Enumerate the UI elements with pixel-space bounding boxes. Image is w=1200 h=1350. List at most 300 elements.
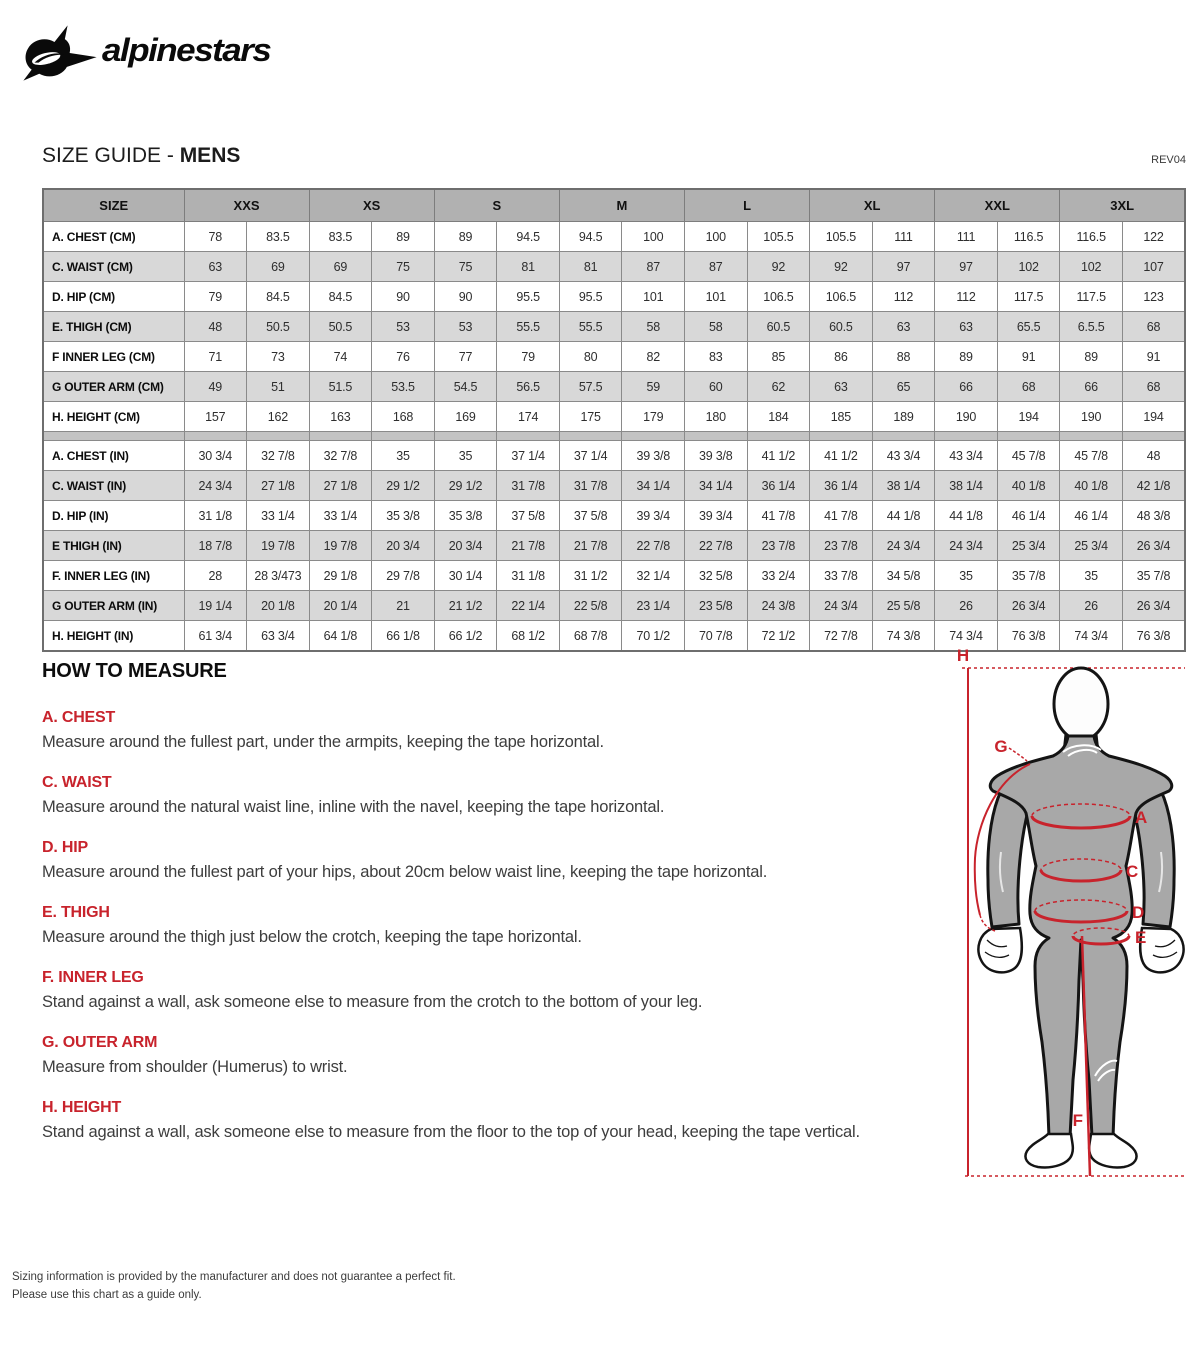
table-cell: 116.5 xyxy=(1060,222,1123,252)
table-cell: 48 xyxy=(184,312,247,342)
table-cell: 92 xyxy=(747,252,810,282)
table-cell: 83 xyxy=(685,342,748,372)
table-cell: 41 7/8 xyxy=(810,501,873,531)
table-cell: 24 3/8 xyxy=(747,591,810,621)
table-cell: 111 xyxy=(872,222,935,252)
table-cell: 61 3/4 xyxy=(184,621,247,652)
table-cell: 37 5/8 xyxy=(559,501,622,531)
body-figure-illustration xyxy=(935,640,1195,1190)
table-cell: 157 xyxy=(184,402,247,432)
table-cell: 91 xyxy=(1122,342,1185,372)
figure-left-hand xyxy=(978,928,1021,972)
measure-text: Stand against a wall, ask someone else to measure from the floor to the top of your head, keeping the tape vertical. xyxy=(42,1123,860,1141)
diagram-label-d: D xyxy=(1132,903,1145,922)
table-row xyxy=(43,312,1185,342)
table-cell: 24 3/4 xyxy=(184,471,247,501)
diagram-label-a: A xyxy=(1135,808,1148,827)
table-cell: 117.5 xyxy=(1060,282,1123,312)
table-cell: 21 7/8 xyxy=(559,531,622,561)
table-row xyxy=(43,471,1185,501)
table-cell: 32 1/4 xyxy=(622,561,685,591)
logo-wordmark: alpinestars xyxy=(102,32,271,69)
table-cell: 51.5 xyxy=(309,372,372,402)
table-cell: 32 7/8 xyxy=(247,441,310,471)
alpinestars-star-icon xyxy=(22,22,98,84)
diagram-label-c: C xyxy=(1126,862,1139,881)
row-label: D. HIP (CM) xyxy=(43,282,184,312)
outer-arm-dashed-connector xyxy=(1009,748,1027,761)
table-row xyxy=(43,282,1185,312)
table-cell: 27 1/8 xyxy=(309,471,372,501)
table-cell: 83.5 xyxy=(247,222,310,252)
measure-section xyxy=(42,839,942,883)
measure-text: Stand against a wall, ask someone else to measure from the crotch to the bottom of your leg. xyxy=(42,993,703,1011)
table-row xyxy=(43,501,1185,531)
table-cell: 35 3/8 xyxy=(372,501,435,531)
table-cell: 19 7/8 xyxy=(309,531,372,561)
table-cell: 39 3/8 xyxy=(622,441,685,471)
table-cell: 32 5/8 xyxy=(685,561,748,591)
table-section-separator xyxy=(43,432,1185,441)
table-cell: 22 7/8 xyxy=(622,531,685,561)
measure-section xyxy=(42,1034,942,1078)
table-cell: 68 xyxy=(997,372,1060,402)
revision-label: REV04 xyxy=(1151,154,1186,166)
size-header-row xyxy=(43,189,1185,222)
table-cell: 91 xyxy=(997,342,1060,372)
table-cell: 94.5 xyxy=(559,222,622,252)
table-cell: 92 xyxy=(810,252,873,282)
size-header-xxs: XXS xyxy=(184,189,309,222)
table-cell: 190 xyxy=(935,402,998,432)
table-cell: 184 xyxy=(747,402,810,432)
table-cell: 105.5 xyxy=(810,222,873,252)
figure-right-hand xyxy=(1140,928,1183,972)
diagram-label-f: F xyxy=(1072,1111,1083,1130)
measure-heading: A. CHEST xyxy=(42,709,116,726)
table-cell: 111 xyxy=(935,222,998,252)
table-cell: 102 xyxy=(997,252,1060,282)
table-cell: 79 xyxy=(497,342,560,372)
table-cell: 35 xyxy=(434,441,497,471)
table-cell: 48 xyxy=(1122,441,1185,471)
table-cell: 26 3/4 xyxy=(997,591,1060,621)
how-to-measure-section xyxy=(42,660,942,1164)
table-cell: 94.5 xyxy=(497,222,560,252)
table-cell: 90 xyxy=(434,282,497,312)
table-cell: 33 7/8 xyxy=(810,561,873,591)
table-cell: 35 7/8 xyxy=(997,561,1060,591)
table-cell: 194 xyxy=(1122,402,1185,432)
table-row xyxy=(43,252,1185,282)
table-cell: 18 7/8 xyxy=(184,531,247,561)
table-cell: 105.5 xyxy=(747,222,810,252)
table-cell: 46 1/4 xyxy=(997,501,1060,531)
table-cell: 20 1/4 xyxy=(309,591,372,621)
table-cell: 41 1/2 xyxy=(747,441,810,471)
figure-head xyxy=(1054,668,1108,740)
table-cell: 80 xyxy=(559,342,622,372)
table-row xyxy=(43,441,1185,471)
table-cell: 90 xyxy=(372,282,435,312)
table-cell: 24 3/4 xyxy=(872,531,935,561)
table-cell: 70 7/8 xyxy=(685,621,748,652)
table-cell: 30 1/4 xyxy=(434,561,497,591)
table-cell: 41 7/8 xyxy=(747,501,810,531)
table-cell: 83.5 xyxy=(309,222,372,252)
table-cell: 26 xyxy=(935,591,998,621)
alpinestars-logo xyxy=(22,12,270,90)
table-cell: 163 xyxy=(309,402,372,432)
size-header-s: S xyxy=(434,189,559,222)
table-cell: 50.5 xyxy=(309,312,372,342)
measure-text: Measure around the natural waist line, inline with the navel, keeping the tape horizontal. xyxy=(42,798,665,816)
table-cell: 46 1/4 xyxy=(1060,501,1123,531)
table-cell: 116.5 xyxy=(997,222,1060,252)
table-cell: 57.5 xyxy=(559,372,622,402)
table-cell: 31 1/8 xyxy=(184,501,247,531)
table-cell: 174 xyxy=(497,402,560,432)
table-cell: 71 xyxy=(184,342,247,372)
table-cell: 31 7/8 xyxy=(559,471,622,501)
measure-section xyxy=(42,904,942,948)
table-cell: 74 xyxy=(309,342,372,372)
table-cell: 25 3/4 xyxy=(997,531,1060,561)
diagram-label-e: E xyxy=(1135,928,1147,947)
diagram-label-g: G xyxy=(994,737,1008,756)
table-cell: 72 7/8 xyxy=(810,621,873,652)
how-to-measure-title: HOW TO MEASURE xyxy=(42,660,227,682)
page-title xyxy=(42,144,240,168)
table-cell: 60 xyxy=(685,372,748,402)
table-cell: 22 7/8 xyxy=(685,531,748,561)
table-cell: 106.5 xyxy=(747,282,810,312)
table-row xyxy=(43,342,1185,372)
table-cell: 76 xyxy=(372,342,435,372)
table-cell: 169 xyxy=(434,402,497,432)
table-cell: 36 1/4 xyxy=(810,471,873,501)
table-cell: 63 xyxy=(935,312,998,342)
table-cell: 24 3/4 xyxy=(935,531,998,561)
measure-heading: G. OUTER ARM xyxy=(42,1034,158,1051)
table-cell: 66 1/8 xyxy=(372,621,435,652)
table-cell: 38 1/4 xyxy=(935,471,998,501)
table-cell: 21 xyxy=(372,591,435,621)
table-cell: 58 xyxy=(685,312,748,342)
size-header-m: M xyxy=(559,189,684,222)
table-cell: 101 xyxy=(685,282,748,312)
table-cell: 168 xyxy=(372,402,435,432)
table-cell: 30 3/4 xyxy=(184,441,247,471)
table-cell: 63 xyxy=(810,372,873,402)
table-cell: 84.5 xyxy=(247,282,310,312)
table-cell: 107 xyxy=(1122,252,1185,282)
table-cell: 81 xyxy=(559,252,622,282)
table-cell: 23 1/4 xyxy=(622,591,685,621)
table-cell: 112 xyxy=(872,282,935,312)
table-cell: 76 3/8 xyxy=(1122,621,1185,652)
table-cell: 56.5 xyxy=(497,372,560,402)
table-cell: 39 3/4 xyxy=(622,501,685,531)
table-cell: 100 xyxy=(622,222,685,252)
table-cell: 45 7/8 xyxy=(997,441,1060,471)
table-cell: 65.5 xyxy=(997,312,1060,342)
table-cell: 34 1/4 xyxy=(622,471,685,501)
table-cell: 20 3/4 xyxy=(372,531,435,561)
table-cell: 106.5 xyxy=(810,282,873,312)
table-cell: 27 1/8 xyxy=(247,471,310,501)
table-cell: 82 xyxy=(622,342,685,372)
table-cell: 102 xyxy=(1060,252,1123,282)
table-cell: 43 3/4 xyxy=(872,441,935,471)
size-header-xs: XS xyxy=(309,189,434,222)
table-cell: 54.5 xyxy=(434,372,497,402)
measure-text: Measure around the fullest part of your hips, about 20cm below waist line, keeping the tape horizontal. xyxy=(42,863,768,881)
table-cell: 35 xyxy=(1060,561,1123,591)
measure-text: Measure around the fullest part, under the armpits, keeping the tape horizontal. xyxy=(42,733,604,751)
table-cell: 44 1/8 xyxy=(872,501,935,531)
table-cell: 79 xyxy=(184,282,247,312)
table-cell: 44 1/8 xyxy=(935,501,998,531)
table-cell: 89 xyxy=(1060,342,1123,372)
measure-heading: H. HEIGHT xyxy=(42,1099,122,1116)
measure-heading: D. HIP xyxy=(42,839,88,856)
table-cell: 33 2/4 xyxy=(747,561,810,591)
row-label: F. INNER LEG (IN) xyxy=(43,561,184,591)
table-cell: 68 1/2 xyxy=(497,621,560,652)
table-cell: 6.5.5 xyxy=(1060,312,1123,342)
table-cell: 29 1/2 xyxy=(434,471,497,501)
measure-section xyxy=(42,709,942,753)
table-cell: 28 3/473 xyxy=(247,561,310,591)
table-cell: 74 3/4 xyxy=(935,621,998,652)
table-cell: 31 7/8 xyxy=(497,471,560,501)
table-cell: 36 1/4 xyxy=(747,471,810,501)
table-cell: 76 3/8 xyxy=(997,621,1060,652)
table-cell: 66 1/2 xyxy=(434,621,497,652)
table-cell: 39 3/8 xyxy=(685,441,748,471)
size-header-xl: XL xyxy=(810,189,935,222)
table-cell: 87 xyxy=(685,252,748,282)
table-cell: 89 xyxy=(372,222,435,252)
measure-text: Measure around the thigh just below the crotch, keeping the tape horizontal. xyxy=(42,928,582,946)
table-cell: 185 xyxy=(810,402,873,432)
table-cell: 112 xyxy=(935,282,998,312)
table-cell: 78 xyxy=(184,222,247,252)
row-label: G OUTER ARM (IN) xyxy=(43,591,184,621)
table-cell: 21 7/8 xyxy=(497,531,560,561)
table-cell: 40 1/8 xyxy=(1060,471,1123,501)
measure-heading: F. INNER LEG xyxy=(42,969,144,986)
figure-left-foot xyxy=(1025,1134,1072,1167)
table-cell: 63 xyxy=(184,252,247,282)
row-label: A. CHEST (IN) xyxy=(43,441,184,471)
table-cell: 87 xyxy=(622,252,685,282)
table-cell: 180 xyxy=(685,402,748,432)
table-cell: 117.5 xyxy=(997,282,1060,312)
table-row xyxy=(43,561,1185,591)
table-cell: 38 1/4 xyxy=(872,471,935,501)
table-cell: 89 xyxy=(935,342,998,372)
table-cell: 51 xyxy=(247,372,310,402)
table-cell: 23 7/8 xyxy=(747,531,810,561)
table-cell: 42 1/8 xyxy=(1122,471,1185,501)
table-cell: 35 7/8 xyxy=(1122,561,1185,591)
figure-right-foot xyxy=(1089,1134,1136,1167)
table-cell: 49 xyxy=(184,372,247,402)
table-cell: 59 xyxy=(622,372,685,402)
table-cell: 64 1/8 xyxy=(309,621,372,652)
table-row xyxy=(43,531,1185,561)
table-cell: 50.5 xyxy=(247,312,310,342)
size-header-l: L xyxy=(685,189,810,222)
measure-text: Measure from shoulder (Humerus) to wrist. xyxy=(42,1058,348,1076)
measure-heading: C. WAIST xyxy=(42,774,112,791)
disclaimer-line-1: Sizing information is provided by the manufacturer and does not guarantee a perfect fit. xyxy=(12,1271,456,1283)
size-header-xxl: XXL xyxy=(935,189,1060,222)
table-cell: 33 1/4 xyxy=(247,501,310,531)
table-cell: 32 7/8 xyxy=(309,441,372,471)
table-cell: 63 xyxy=(872,312,935,342)
table-row xyxy=(43,222,1185,252)
table-row xyxy=(43,402,1185,432)
title-gender: MENS xyxy=(179,144,241,167)
table-cell: 86 xyxy=(810,342,873,372)
table-cell: 34 5/8 xyxy=(872,561,935,591)
table-cell: 37 5/8 xyxy=(497,501,560,531)
table-cell: 28 xyxy=(184,561,247,591)
table-cell: 62 xyxy=(747,372,810,402)
table-cell: 77 xyxy=(434,342,497,372)
table-cell: 189 xyxy=(872,402,935,432)
table-cell: 122 xyxy=(1122,222,1185,252)
table-cell: 75 xyxy=(434,252,497,282)
size-chart-table xyxy=(42,188,1186,652)
measure-section xyxy=(42,1099,942,1143)
table-cell: 179 xyxy=(622,402,685,432)
size-column-header: SIZE xyxy=(43,189,184,222)
table-cell: 37 1/4 xyxy=(559,441,622,471)
row-label: H. HEIGHT (CM) xyxy=(43,402,184,432)
table-cell: 97 xyxy=(935,252,998,282)
row-label: F INNER LEG (CM) xyxy=(43,342,184,372)
table-cell: 97 xyxy=(872,252,935,282)
table-cell: 31 1/8 xyxy=(497,561,560,591)
table-cell: 53.5 xyxy=(372,372,435,402)
table-cell: 40 1/8 xyxy=(997,471,1060,501)
table-cell: 19 7/8 xyxy=(247,531,310,561)
diagram-label-h: H xyxy=(956,646,970,665)
measure-section xyxy=(42,969,942,1013)
table-cell: 65 xyxy=(872,372,935,402)
table-row xyxy=(43,591,1185,621)
table-cell: 66 xyxy=(1060,372,1123,402)
table-cell: 88 xyxy=(872,342,935,372)
table-cell: 53 xyxy=(434,312,497,342)
table-cell: 43 3/4 xyxy=(935,441,998,471)
table-cell: 95.5 xyxy=(559,282,622,312)
table-cell: 84.5 xyxy=(309,282,372,312)
table-cell: 26 xyxy=(1060,591,1123,621)
table-cell: 20 1/8 xyxy=(247,591,310,621)
table-cell: 25 3/4 xyxy=(1060,531,1123,561)
row-label: C. WAIST (IN) xyxy=(43,471,184,501)
row-label: A. CHEST (CM) xyxy=(43,222,184,252)
table-cell: 45 7/8 xyxy=(1060,441,1123,471)
table-cell: 95.5 xyxy=(497,282,560,312)
table-cell: 58 xyxy=(622,312,685,342)
measure-section xyxy=(42,774,942,818)
table-cell: 72 1/2 xyxy=(747,621,810,652)
table-cell: 35 3/8 xyxy=(434,501,497,531)
table-cell: 37 1/4 xyxy=(497,441,560,471)
table-cell: 74 3/8 xyxy=(872,621,935,652)
table-cell: 69 xyxy=(247,252,310,282)
measure-heading: E. THIGH xyxy=(42,904,110,921)
table-cell: 26 3/4 xyxy=(1122,531,1185,561)
title-prefix: SIZE GUIDE - xyxy=(42,144,180,167)
disclaimer-line-2: Please use this chart as a guide only. xyxy=(12,1289,202,1301)
table-cell: 190 xyxy=(1060,402,1123,432)
table-cell: 69 xyxy=(309,252,372,282)
table-cell: 22 1/4 xyxy=(497,591,560,621)
table-cell: 23 5/8 xyxy=(685,591,748,621)
row-label: E. THIGH (CM) xyxy=(43,312,184,342)
table-cell: 33 1/4 xyxy=(309,501,372,531)
table-cell: 74 3/4 xyxy=(1060,621,1123,652)
row-label: C. WAIST (CM) xyxy=(43,252,184,282)
table-cell: 35 xyxy=(372,441,435,471)
table-cell: 68 7/8 xyxy=(559,621,622,652)
table-cell: 39 3/4 xyxy=(685,501,748,531)
measurement-diagram xyxy=(935,640,1195,1190)
table-cell: 29 7/8 xyxy=(372,561,435,591)
table-cell: 63 3/4 xyxy=(247,621,310,652)
table-cell: 73 xyxy=(247,342,310,372)
table-cell: 68 xyxy=(1122,372,1185,402)
table-cell: 68 xyxy=(1122,312,1185,342)
disclaimer-footer xyxy=(12,1268,456,1304)
table-cell: 101 xyxy=(622,282,685,312)
table-cell: 25 5/8 xyxy=(872,591,935,621)
table-cell: 20 3/4 xyxy=(434,531,497,561)
table-cell: 48 3/8 xyxy=(1122,501,1185,531)
row-label: G OUTER ARM (CM) xyxy=(43,372,184,402)
row-label: H. HEIGHT (IN) xyxy=(43,621,184,652)
table-cell: 55.5 xyxy=(497,312,560,342)
table-cell: 19 1/4 xyxy=(184,591,247,621)
table-cell: 22 5/8 xyxy=(559,591,622,621)
table-cell: 70 1/2 xyxy=(622,621,685,652)
title-row xyxy=(42,144,1186,168)
row-label: D. HIP (IN) xyxy=(43,501,184,531)
table-cell: 123 xyxy=(1122,282,1185,312)
table-cell: 194 xyxy=(997,402,1060,432)
table-cell: 75 xyxy=(372,252,435,282)
table-cell: 26 3/4 xyxy=(1122,591,1185,621)
table-cell: 21 1/2 xyxy=(434,591,497,621)
table-cell: 100 xyxy=(685,222,748,252)
table-cell: 55.5 xyxy=(559,312,622,342)
table-row xyxy=(43,372,1185,402)
table-cell: 34 1/4 xyxy=(685,471,748,501)
table-cell: 85 xyxy=(747,342,810,372)
table-cell: 60.5 xyxy=(810,312,873,342)
table-cell: 41 1/2 xyxy=(810,441,873,471)
table-cell: 31 1/2 xyxy=(559,561,622,591)
size-header-3xl: 3XL xyxy=(1060,189,1185,222)
table-cell: 89 xyxy=(434,222,497,252)
